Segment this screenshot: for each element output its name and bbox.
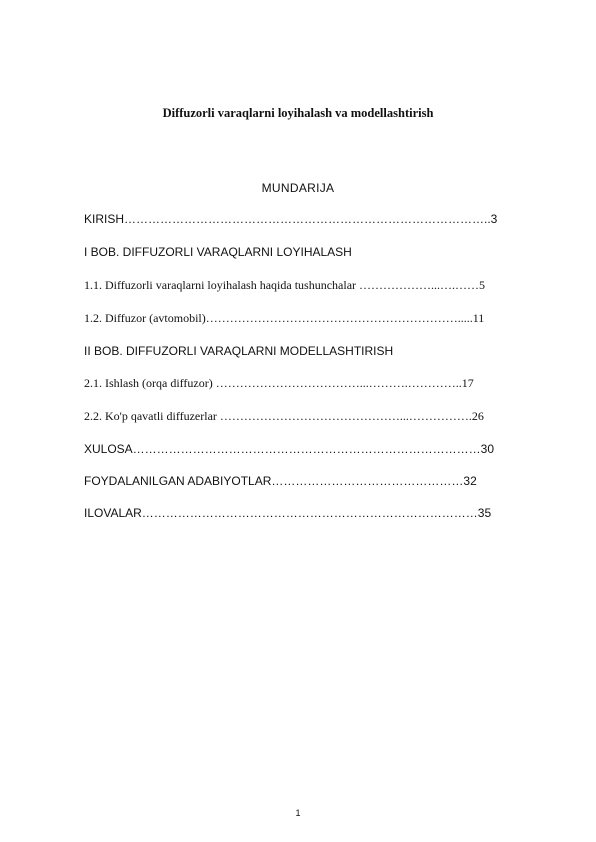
page-number: 1 bbox=[295, 808, 301, 818]
toc-entry-2-2: 2.2. Ko'p qavatli diffuzerlar ………………………………………...…………….26 bbox=[84, 409, 484, 423]
toc-entry-xulosa: XULOSA……………………………………………………………………………30 bbox=[84, 442, 495, 456]
toc-entry-kirish: KIRISH………………………………………………………………………………..3 bbox=[84, 212, 498, 226]
toc-entry-adabiyotlar: FOYDALANILGAN ADABIYOTLAR…………………………………………32 bbox=[84, 474, 477, 488]
toc-heading: MUNDARIJA bbox=[261, 181, 335, 195]
toc-entry-1-1: 1.1. Diffuzorli varaqlarni loyihalash haqida tushunchalar ………………...….……5 bbox=[84, 278, 486, 292]
toc-entry-1-2: 1.2. Diffuzor (avtomobil)……………………………………………………….....11 bbox=[84, 311, 485, 325]
toc-entry-ilovalar: ILOVALAR…………………………………………………………………………35 bbox=[84, 506, 492, 520]
toc-entry-chapter-2: II BOB. DIFFUZORLI VARAQLARNI MODELLASHTIRISH bbox=[84, 344, 394, 358]
toc-entry-2-1: 2.1. Ishlash (orqa diffuzor) ………………………………...……….…………..17 bbox=[84, 376, 474, 390]
toc-entry-chapter-1: I BOB. DIFFUZORLI VARAQLARNI LOYIHALASH bbox=[84, 245, 352, 259]
document-title: Diffuzorli varaqlarni loyihalash va modellashtirish bbox=[162, 106, 434, 120]
